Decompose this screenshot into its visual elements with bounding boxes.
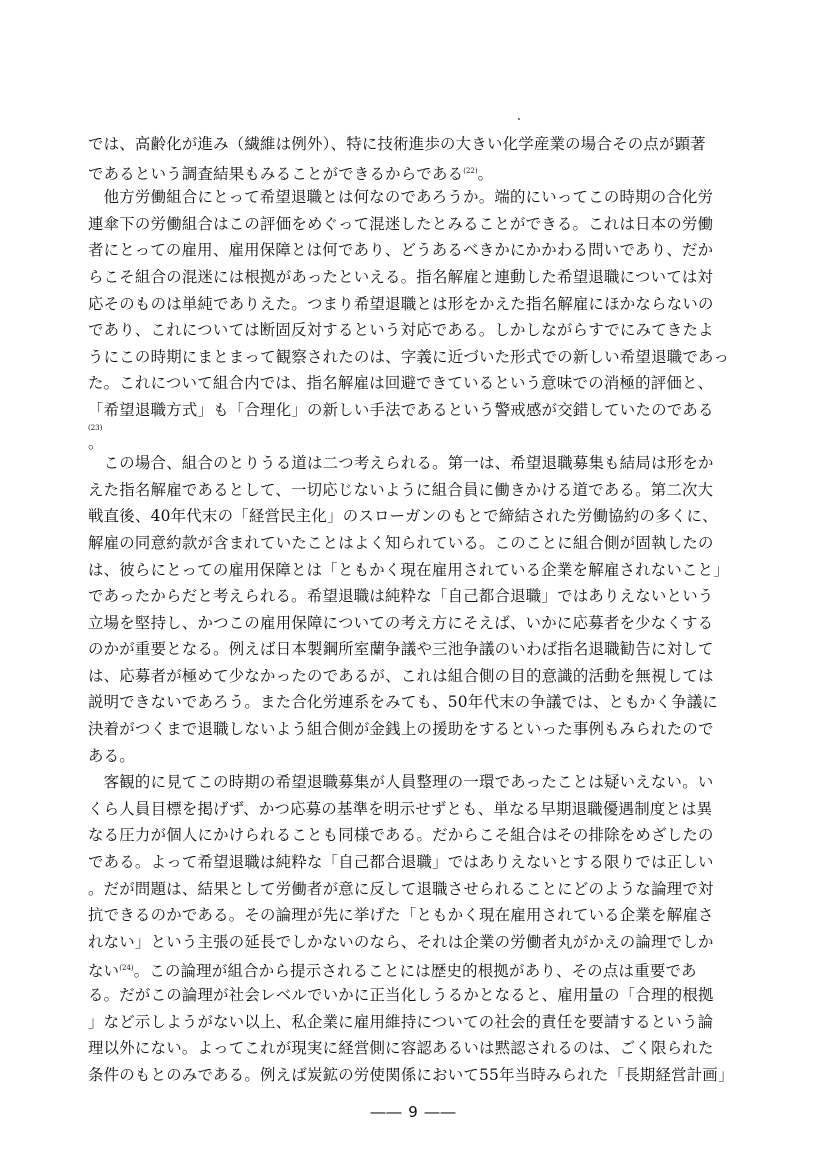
text-line	[88, 211, 766, 238]
text-line	[88, 1035, 766, 1062]
line-text: であり、これについては断固反対するという対応である。しかしながらすでにみてきたよ	[88, 321, 714, 340]
line-text: 条件のもとのみである。例えば炭鉱の労使関係において55年当時みられた「長期経営計画」	[88, 1065, 734, 1084]
footnote-ref: (23)	[88, 423, 103, 432]
text-line	[88, 264, 766, 291]
line-text: 。だが問題は、結果として労働者が意に反して退職させられることにどのような論理で対	[88, 879, 714, 898]
text-line	[88, 503, 766, 530]
text-line	[88, 450, 766, 477]
footnote-ref: (24)	[119, 964, 134, 973]
line-text: は、彼らにとっての雇用保障とは「ともかく現在雇用されている企業を解雇されないこと」	[88, 560, 729, 579]
line-text: 抗できるのかである。その論理が先に挙げた「ともかく現在雇用されている企業を解雇さ	[88, 906, 714, 925]
footnote-ref: (22)	[463, 166, 478, 175]
line-text: ない	[88, 962, 120, 981]
text-line	[88, 424, 766, 451]
text-line	[88, 184, 766, 211]
line-text: 」など示しようがない以上、私企業に雇用維持についての社会的責任を要請するという論	[88, 1012, 714, 1031]
line-text: 説明できないであろう。また合化労連系をみても、50年代末の争議では、ともかく争議に	[88, 693, 719, 712]
line-text: 解雇の同意約款が含まれていたことはよく知られている。このことに組合側が固執したの	[88, 533, 714, 552]
line-text: である。よって希望退職は純粋な「自己都合退職」ではありえないとする限りでは正しい	[88, 853, 714, 872]
line-text: れない」という主張の延長でしかないのなら、それは企業の労働者丸がかえの論理でしか	[88, 932, 714, 951]
line-text: ある。	[88, 746, 135, 765]
text-line	[88, 237, 766, 264]
scan-speck	[518, 118, 520, 120]
line-text: た。これについて組合内では、指名解雇は回避できているという意味での消極的評価と、	[88, 374, 714, 393]
line-text: のかが重要となる。例えば日本製鋼所室蘭争議や三池争議のいわば指名退職勧告に対して	[88, 640, 714, 659]
text-line	[88, 1009, 766, 1036]
text-line	[88, 955, 766, 982]
text-line	[88, 689, 766, 716]
text-line	[88, 557, 766, 584]
body-text	[88, 131, 766, 1088]
text-line	[88, 477, 766, 504]
text-line	[88, 344, 766, 371]
text-line	[88, 876, 766, 903]
text-line	[88, 822, 766, 849]
line-text: では、高齢化が進み（繊維は例外）、特に技術進歩の大きい化学産業の場合その点が顕著	[88, 135, 706, 153]
line-text: なる圧力が個人にかけられることも同様である。だからこそ組合はその排除をめざしたの	[88, 826, 714, 845]
text-line	[88, 317, 766, 344]
line-text: 連傘下の労働組合はこの評価をめぐって混迷したとみることができる。これは日本の労働	[88, 214, 714, 233]
text-line	[88, 929, 766, 956]
line-text: くら人員目標を掲げず、かつ応募の基準を明示せずとも、単なる早期退職優遇制度とは異	[88, 799, 713, 818]
line-tail: 。	[88, 433, 104, 452]
line-text: 決着がつくまで退職しないよう組合側が金銭上の援助をするといった事例もみられたので	[88, 720, 714, 739]
line-text: であったからだと考えられる。希望退職は純粋な「自己都合退職」ではありえないという	[88, 587, 714, 606]
text-line	[88, 902, 766, 929]
text-line	[88, 743, 766, 770]
text-line	[88, 663, 766, 690]
line-text: 戦直後、40年代末の「経営民主化」のスローガンのもとで締結された労働協約の多くに、	[88, 507, 718, 526]
line-text: らこそ組合の混迷には根拠があったといえる。指名解雇と連動した希望退職については対	[88, 267, 714, 286]
line-text: この場合、組合のとりうる道は二つ考えられる。第一は、希望退職募集も結局は形をか	[88, 454, 714, 473]
line-text: る。だがこの論理が社会レベルでいかに正当化しうるかとなると、雇用量の「合理的根拠	[88, 986, 714, 1004]
text-line	[88, 982, 766, 1009]
text-line	[88, 1062, 766, 1089]
line-text: 者にとっての雇用、雇用保障とは何であり、どうあるべきかにかかわる問いであり、だか	[88, 241, 714, 260]
text-line	[88, 291, 766, 318]
text-line	[88, 849, 766, 876]
line-text: 理以外にない。よってこれが現実に経営側に容認あるいは黙認されるのは、ごく限られた	[88, 1039, 714, 1058]
text-line	[88, 158, 766, 185]
text-line	[88, 610, 766, 637]
text-line	[88, 716, 766, 743]
line-text: 他方労働組合にとって希望退職とは何なのであろうか。端的にいってこの時期の合化労	[88, 188, 714, 207]
text-line	[88, 636, 766, 663]
line-text: えた指名解雇であるとして、一切応じないように組合員に働きかける道である。第二次大	[88, 480, 714, 499]
line-text: であるという調査結果もみることができるからである	[88, 164, 464, 183]
line-text: 客観的に見てこの時期の希望退職募集が人員整理の一環であったことは疑いえない。い	[88, 773, 714, 792]
text-line	[88, 583, 766, 610]
text-line	[88, 370, 766, 397]
line-text: 応そのものは単純でありえた。つまり希望退職とは形をかえた指名解雇にほかならないの	[88, 294, 714, 313]
line-text: は、応募者が極めて少なかったのであるが、これは組合側の目的意識的活動を無視しては	[88, 666, 714, 685]
line-tail: 。この論理が組合から提示されることには歴史的根拠があり、その点は重要であ	[133, 962, 697, 981]
line-text: うにこの時期にまとまって観察されたのは、字義に近づいた形式での新しい希望退職であっ	[88, 347, 730, 366]
text-line	[88, 131, 766, 158]
text-line	[88, 796, 766, 823]
line-tail: 。	[477, 164, 494, 183]
page-number: ―― 9 ――	[370, 1103, 457, 1121]
line-text: 「希望退職方式」も「合理化」の新しい手法であるという警戒感が交錯していたのである	[88, 400, 714, 419]
text-line	[88, 397, 766, 424]
text-line	[88, 769, 766, 796]
line-text: 立場を堅持し、かつこの雇用保障についての考え方にそえば、いかに応募者を少なくする	[88, 613, 714, 632]
text-line	[88, 530, 766, 557]
